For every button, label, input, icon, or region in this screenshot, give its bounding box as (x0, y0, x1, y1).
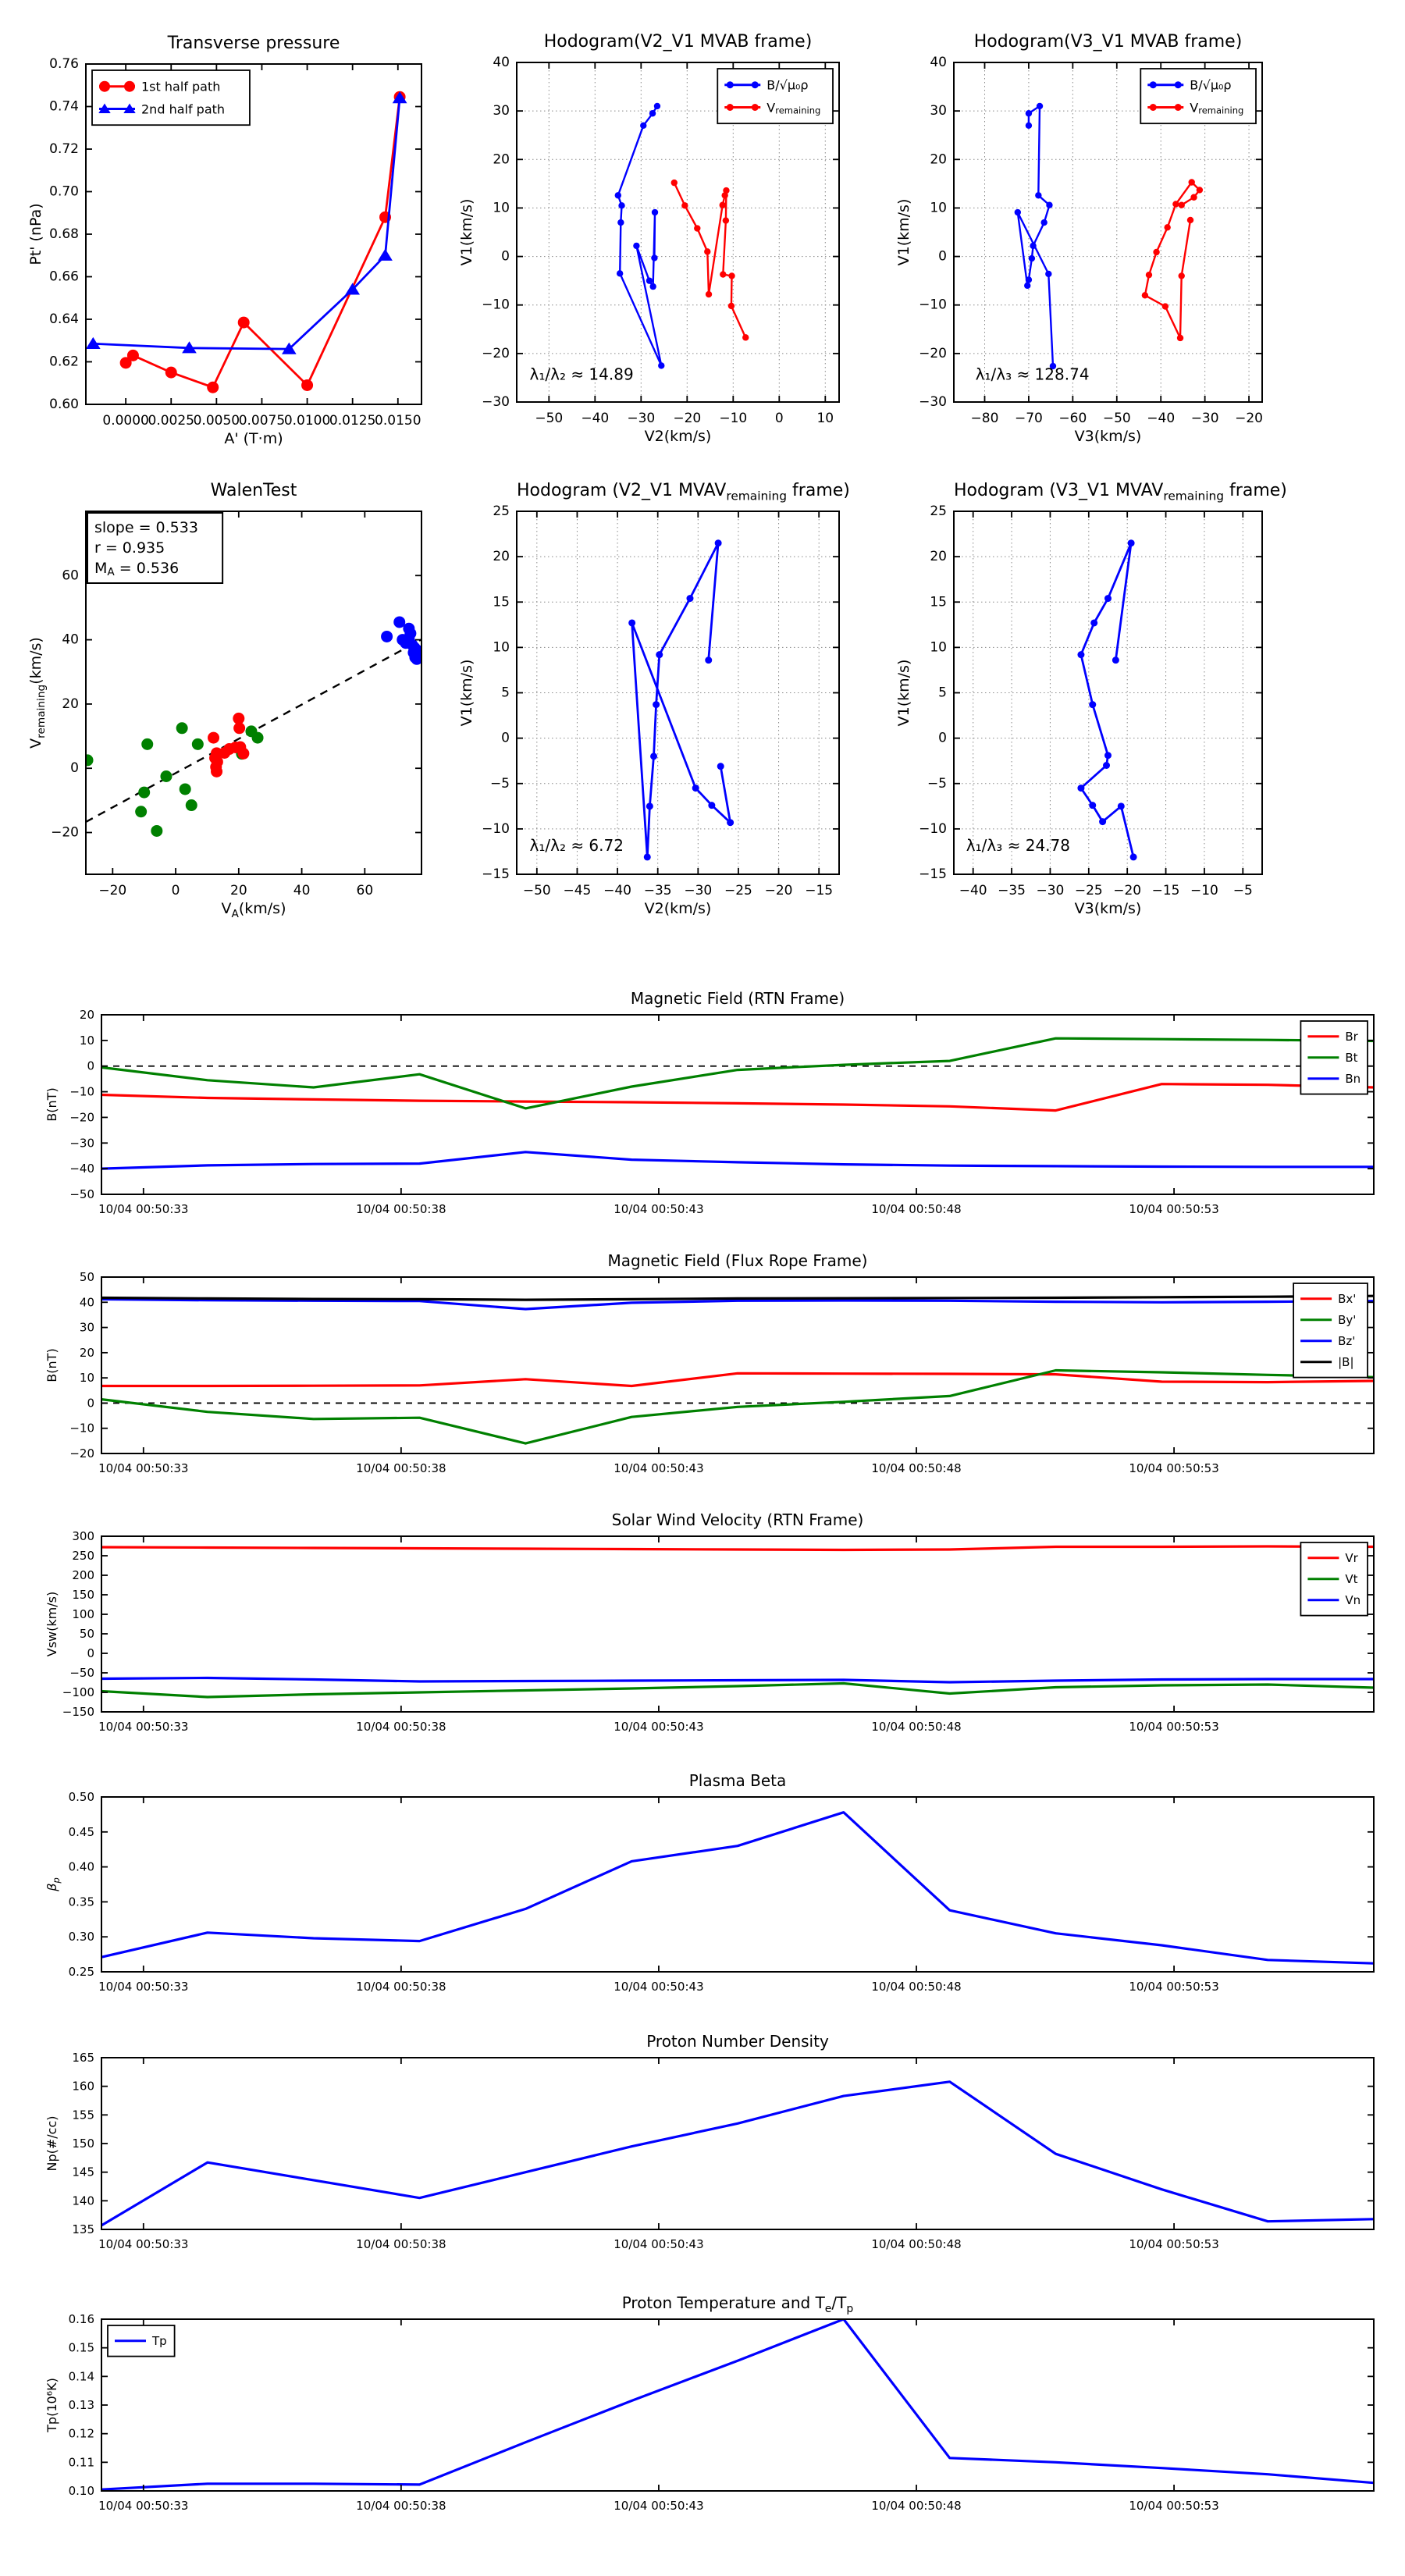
y-tick-label: 20 (79, 1345, 94, 1360)
x-tick-label: −5 (1232, 883, 1253, 898)
x-tick-label: −60 (1058, 411, 1087, 426)
y-tick-label: 0.10 (68, 2484, 94, 2498)
y-axis-label: V1(km/s) (895, 198, 912, 266)
y-tick-label: −20 (919, 345, 947, 361)
legend-label: Vn (1345, 1592, 1361, 1607)
stats-line: $M_A = 0.536$ (94, 560, 180, 578)
y-tick-label: −10 (69, 1084, 94, 1099)
x-tick-label: 10/04 00:50:33 (98, 1720, 189, 1734)
y-tick-label: −10 (69, 1421, 94, 1436)
y-tick-label: 135 (72, 2222, 94, 2236)
y-tick-label: 0.25 (68, 1965, 94, 1979)
x-axis-label: V3(km/s) (1074, 428, 1142, 445)
y-tick-label: 20 (493, 549, 510, 565)
x-axis-label: V2(km/s) (644, 428, 712, 445)
chart-title: Plasma Beta (688, 1771, 787, 1790)
y-tick-label: −20 (482, 345, 510, 361)
x-tick-label: 10/04 00:50:38 (356, 1980, 446, 1994)
plot-background (101, 2319, 1374, 2491)
y-tick-label: 0.30 (68, 1930, 94, 1944)
y-tick-label: 40 (930, 55, 947, 70)
legend-label: Bx' (1338, 1291, 1357, 1306)
legend-label: Vr (1345, 1550, 1358, 1565)
stats-line: r = 0.935 (94, 539, 165, 557)
plot-hodogram-v3v1-mvav (880, 476, 1287, 925)
y-tick-label: 10 (930, 639, 947, 656)
y-tick-label: −150 (62, 1705, 94, 1719)
y-tick-label: 15 (493, 594, 510, 610)
y-tick-label: 0.15 (68, 2340, 94, 2355)
y-axis-label: Vsw(km/s) (44, 1591, 59, 1657)
x-tick-label: 20 (230, 883, 247, 898)
chart-title: Hodogram (V2_V1 $MVAV_{remaining}$ frame) (517, 481, 850, 503)
panel-plasma-beta (27, 1762, 1385, 2023)
x-tick-label: 10/04 00:50:33 (98, 1980, 189, 1994)
y-tick-label: 0.16 (68, 2312, 94, 2326)
x-tick-label: 0 (171, 883, 180, 898)
x-tick-label: −50 (1102, 411, 1131, 426)
plot-magnetic-field-flux-rope (27, 1242, 1385, 1504)
panel-magnetic-field-flux-rope (27, 1242, 1385, 1504)
x-tick-label: 40 (293, 883, 311, 898)
y-tick-label: 5 (501, 685, 510, 701)
legend-label: Tp (152, 2333, 167, 2348)
chart-title: Transverse pressure (167, 34, 340, 53)
y-tick-label: 0.66 (49, 269, 79, 285)
x-tick-label: 10/04 00:50:43 (614, 1720, 704, 1734)
y-tick-label: 0.50 (68, 1790, 94, 1804)
x-tick-label: 10/04 00:50:43 (614, 1980, 704, 1994)
y-tick-label: 0 (938, 730, 947, 746)
y-tick-label: 0 (70, 760, 79, 777)
y-tick-label: 0.12 (68, 2426, 94, 2441)
y-axis-label: B(nT) (44, 1087, 59, 1122)
x-tick-label: 10/04 00:50:53 (1129, 2237, 1219, 2251)
x-tick-label: 10/04 00:50:48 (871, 1461, 962, 1475)
panel-walen-test (12, 476, 433, 925)
y-tick-label: 155 (72, 2108, 94, 2122)
legend-label: |B| (1338, 1354, 1354, 1369)
y-tick-label: 100 (72, 1607, 94, 1621)
y-tick-label: −15 (482, 866, 510, 882)
plot-solar-wind-velocity (27, 1501, 1385, 1763)
y-tick-label: 20 (62, 696, 79, 712)
legend (92, 70, 250, 125)
x-tick-label: 10/04 00:50:38 (356, 1202, 446, 1216)
y-tick-label: 20 (930, 549, 947, 565)
x-tick-label: 10/04 00:50:43 (614, 1461, 704, 1475)
x-tick-label: −40 (581, 411, 610, 426)
y-axis-label: B(nT) (44, 1348, 59, 1382)
plot-background (101, 1277, 1374, 1453)
y-tick-label: 40 (79, 1295, 94, 1310)
plot-proton-number-density (27, 2023, 1385, 2280)
chart-title: Magnetic Field (RTN Frame) (630, 989, 845, 1008)
y-tick-label: −30 (482, 394, 510, 410)
legend (108, 2325, 175, 2357)
legend-label: Vt (1345, 1571, 1358, 1586)
x-tick-label: −20 (1235, 411, 1264, 426)
legend (1300, 1021, 1368, 1094)
legend-label: $V_{remaining}$ (767, 100, 821, 116)
y-tick-label: −20 (69, 1446, 94, 1461)
x-tick-label: −30 (684, 883, 713, 898)
x-tick-label: 0.0000 (102, 413, 149, 429)
annotation: λ₁/λ₃ ≈ 24.78 (966, 835, 1070, 855)
x-tick-label: −40 (959, 883, 987, 898)
x-tick-label: 10/04 00:50:38 (356, 1461, 446, 1475)
y-tick-label: 0.60 (49, 397, 79, 412)
plot-proton-temperature (27, 2284, 1385, 2542)
x-tick-label: 10/04 00:50:33 (98, 1461, 189, 1475)
legend (1300, 1542, 1368, 1616)
chart-title: Hodogram(V3_V1 MVAB frame) (973, 32, 1243, 52)
legend-label: $V_{remaining}$ (1190, 100, 1244, 116)
x-tick-label: −35 (643, 883, 672, 898)
y-tick-label: −30 (919, 394, 947, 410)
y-tick-label: 60 (62, 568, 79, 584)
panel-hodogram-v3v1-mvab (880, 27, 1274, 453)
panel-magnetic-field-rtn (27, 980, 1385, 1245)
y-tick-label: 10 (79, 1371, 94, 1386)
x-tick-label: 10/04 00:50:38 (356, 2499, 446, 2513)
y-tick-label: 30 (79, 1320, 94, 1335)
chart-title: Solar Wind Velocity (RTN Frame) (611, 1510, 864, 1529)
x-tick-label: −70 (1014, 411, 1043, 426)
x-tick-label: 10/04 00:50:53 (1129, 1980, 1219, 1994)
y-tick-label: 0.62 (49, 354, 79, 370)
legend-label: Br (1345, 1029, 1358, 1044)
y-tick-label: 200 (72, 1568, 94, 1582)
plot-background (101, 2058, 1374, 2229)
y-tick-label: 0.68 (49, 226, 79, 242)
y-tick-label: 0 (87, 1396, 94, 1411)
y-tick-label: −50 (69, 1187, 94, 1201)
y-tick-label: 5 (938, 685, 947, 701)
x-tick-label: 10/04 00:50:53 (1129, 2499, 1219, 2513)
plot-background (101, 1797, 1374, 1972)
y-tick-label: 0.45 (68, 1824, 94, 1839)
stats-box (87, 513, 222, 583)
y-tick-label: 0 (501, 248, 510, 265)
y-tick-label: 30 (930, 103, 947, 119)
y-tick-label: 0.72 (49, 141, 79, 157)
y-axis-label: $\beta_p$ (44, 1877, 62, 1891)
y-tick-label: 10 (79, 1033, 94, 1048)
x-tick-label: 10/04 00:50:53 (1129, 1461, 1219, 1475)
x-tick-label: 0.0050 (193, 413, 240, 429)
x-tick-label: −20 (673, 411, 702, 426)
y-tick-label: −20 (69, 1110, 94, 1125)
panel-hodogram-v2v1-mvab (443, 27, 851, 453)
x-tick-label: −35 (998, 883, 1026, 898)
legend-label: Bt (1345, 1050, 1358, 1065)
y-tick-label: 40 (62, 632, 79, 648)
y-tick-label: −10 (919, 820, 947, 837)
plot-transverse-pressure (12, 29, 433, 455)
x-tick-label: −50 (535, 411, 564, 426)
x-tick-label: 10/04 00:50:48 (871, 1202, 962, 1216)
y-tick-label: 0.13 (68, 2398, 94, 2412)
y-tick-label: 0 (501, 730, 510, 746)
x-tick-label: 10/04 00:50:53 (1129, 1720, 1219, 1734)
y-tick-label: 30 (493, 103, 510, 119)
x-tick-label: 10/04 00:50:48 (871, 2237, 962, 2251)
chart-title: Magnetic Field (Flux Rope Frame) (607, 1251, 868, 1270)
x-axis-label: A' (T·m) (224, 430, 283, 447)
legend-label: B/√μ₀ρ (1190, 77, 1232, 93)
y-tick-label: −100 (62, 1685, 94, 1699)
legend-label: Bz' (1338, 1333, 1356, 1348)
legend (717, 69, 833, 123)
legend-label: 2nd half path (141, 101, 226, 116)
legend-label: Bn (1345, 1071, 1361, 1086)
x-tick-label: 0.0150 (375, 413, 422, 429)
y-axis-label: Np(#/cc) (44, 2115, 59, 2172)
y-tick-label: 160 (72, 2079, 94, 2094)
plot-hodogram-v2v1-mvab (443, 27, 851, 453)
y-tick-label: 15 (930, 594, 947, 610)
y-tick-label: 20 (79, 1008, 94, 1022)
y-tick-label: 0.74 (49, 98, 79, 115)
plot-walen-test (12, 476, 433, 925)
x-tick-label: −15 (1151, 883, 1180, 898)
chart-title: WalenTest (210, 481, 297, 500)
plot-magnetic-field-rtn (27, 980, 1385, 1245)
x-tick-label: 10/04 00:50:48 (871, 1720, 962, 1734)
x-tick-label: −20 (1113, 883, 1142, 898)
y-tick-label: −10 (482, 297, 510, 313)
panel-hodogram-v2v1-mvav (443, 476, 851, 925)
legend (1140, 69, 1256, 123)
x-tick-label: −80 (970, 411, 999, 426)
x-tick-label: 10/04 00:50:48 (871, 2499, 962, 2513)
y-tick-label: 25 (930, 503, 947, 519)
x-tick-label: 10/04 00:50:48 (871, 1980, 962, 1994)
y-tick-label: 50 (79, 1270, 94, 1284)
legend-label: 1st half path (141, 79, 221, 94)
y-axis-label: V1(km/s) (458, 659, 475, 727)
y-tick-label: −20 (51, 824, 79, 841)
x-tick-label: 10/04 00:50:33 (98, 2499, 189, 2513)
x-tick-label: 10/04 00:50:33 (98, 2237, 189, 2251)
chart-title: Hodogram (V3_V1 $MVAV_{remaining}$ frame) (954, 481, 1287, 503)
x-axis-label: V2(km/s) (644, 900, 712, 917)
x-tick-label: −40 (603, 883, 632, 898)
y-tick-label: 0 (87, 1059, 94, 1073)
plot-hodogram-v2v1-mvav (443, 476, 851, 925)
y-tick-label: −40 (69, 1162, 94, 1176)
plot-hodogram-v3v1-mvab (880, 27, 1274, 453)
y-tick-label: 0.40 (68, 1859, 94, 1874)
y-axis-label: V1(km/s) (895, 659, 912, 727)
y-tick-label: 0 (87, 1646, 94, 1660)
y-tick-label: 0.35 (68, 1895, 94, 1909)
y-tick-label: 10 (930, 200, 947, 216)
y-tick-label: −15 (919, 866, 947, 882)
y-tick-label: 0.70 (49, 183, 79, 200)
y-tick-label: −10 (919, 297, 947, 313)
annotation: λ₁/λ₂ ≈ 14.89 (529, 365, 634, 384)
y-tick-label: 20 (493, 151, 510, 168)
x-tick-label: 10/04 00:50:43 (614, 1202, 704, 1216)
y-tick-label: −5 (927, 775, 947, 792)
panel-solar-wind-velocity (27, 1501, 1385, 1763)
x-tick-label: −20 (764, 883, 793, 898)
y-axis-label: Pt' (nPa) (27, 203, 44, 265)
legend (1293, 1283, 1368, 1378)
y-axis-label: $V_{remaining}(km/s)$ (27, 637, 48, 749)
x-tick-label: 0.0025 (148, 413, 194, 429)
y-tick-label: −30 (69, 1136, 94, 1151)
y-tick-label: 10 (493, 200, 510, 216)
x-tick-label: 10 (816, 411, 834, 426)
legend-label: By' (1338, 1312, 1357, 1327)
x-tick-label: −50 (522, 883, 551, 898)
y-tick-label: 150 (72, 2137, 94, 2151)
plot-plasma-beta (27, 1762, 1385, 2023)
y-tick-label: 10 (493, 639, 510, 656)
y-tick-label: 150 (72, 1588, 94, 1602)
x-tick-label: 10/04 00:50:43 (614, 2499, 704, 2513)
y-tick-label: 145 (72, 2165, 94, 2179)
x-tick-label: 10/04 00:50:43 (614, 2237, 704, 2251)
chart-title: Proton Number Density (646, 2032, 829, 2051)
y-tick-label: 250 (72, 1549, 94, 1563)
y-tick-label: 140 (72, 2194, 94, 2208)
y-tick-label: 25 (493, 503, 510, 519)
x-tick-label: −10 (1190, 883, 1218, 898)
x-axis-label: V3(km/s) (1074, 900, 1142, 917)
x-tick-label: 10/04 00:50:53 (1129, 1202, 1219, 1216)
x-tick-label: 10/04 00:50:33 (98, 1202, 189, 1216)
x-tick-label: 10/04 00:50:38 (356, 2237, 446, 2251)
x-tick-label: −25 (724, 883, 752, 898)
stats-line: slope = 0.533 (94, 519, 198, 536)
y-tick-label: 300 (72, 1529, 94, 1543)
x-tick-label: 60 (356, 883, 374, 898)
x-tick-label: 10/04 00:50:38 (356, 1720, 446, 1734)
x-tick-label: −10 (719, 411, 748, 426)
y-tick-label: 20 (930, 151, 947, 168)
annotation: λ₁/λ₂ ≈ 6.72 (529, 835, 624, 855)
y-tick-label: 0.11 (68, 2455, 94, 2470)
x-tick-label: −25 (1074, 883, 1103, 898)
x-tick-label: −15 (805, 883, 834, 898)
y-tick-label: 0.14 (68, 2369, 94, 2384)
panel-proton-temperature (27, 2284, 1385, 2542)
y-tick-label: 50 (79, 1627, 94, 1641)
x-tick-label: 0.0100 (283, 413, 331, 429)
y-tick-label: 0.64 (49, 311, 79, 327)
y-tick-label: −5 (489, 775, 510, 792)
y-axis-label: Tp(10⁶K) (44, 2378, 59, 2432)
x-tick-label: 0.0075 (238, 413, 286, 429)
x-tick-label: −45 (563, 883, 592, 898)
x-tick-label: 0.0125 (329, 413, 376, 429)
panel-proton-number-density (27, 2023, 1385, 2280)
legend-label: B/√μ₀ρ (767, 77, 809, 93)
y-tick-label: 0 (938, 248, 947, 265)
x-tick-label: 0 (774, 411, 784, 426)
y-tick-label: 165 (72, 2051, 94, 2065)
chart-title: Proton Temperature and $T_e/T_p$ (621, 2293, 854, 2315)
y-tick-label: 40 (493, 55, 510, 70)
x-tick-label: −20 (98, 883, 127, 898)
x-axis-label: $V_A(km/s)$ (221, 900, 286, 920)
panel-hodogram-v3v1-mvav (880, 476, 1287, 925)
x-tick-label: −30 (627, 411, 656, 426)
x-tick-label: −30 (1036, 883, 1065, 898)
panel-transverse-pressure (12, 29, 433, 455)
x-tick-label: −40 (1147, 411, 1176, 426)
y-tick-label: −50 (69, 1666, 94, 1680)
y-axis-label: V1(km/s) (458, 198, 475, 266)
x-tick-label: −30 (1190, 411, 1219, 426)
y-tick-label: −10 (482, 820, 510, 837)
y-tick-label: 0.76 (49, 56, 79, 72)
annotation: λ₁/λ₃ ≈ 128.74 (975, 365, 1090, 384)
chart-title: Hodogram(V2_V1 MVAB frame) (543, 32, 813, 52)
